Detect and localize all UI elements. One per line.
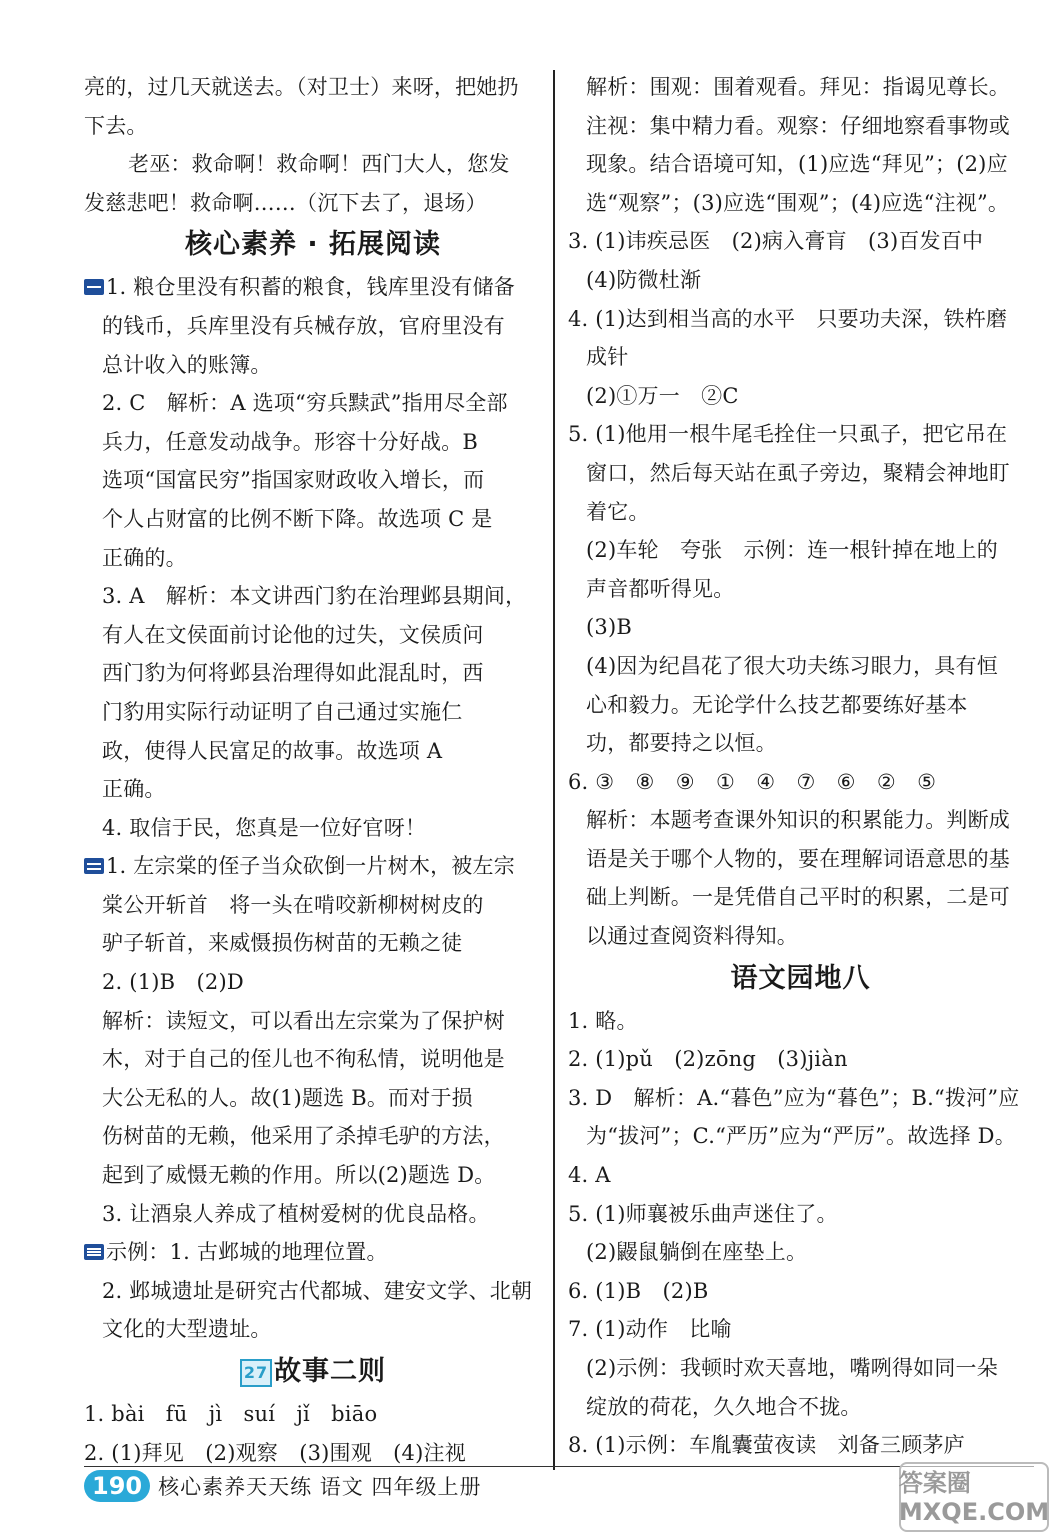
page-footer [84,1468,481,1504]
answer-line: 驴子斩首，来威慑损伤树苗的无赖之徒 [102,931,463,956]
column-divider [553,70,555,1470]
answer-line: 2. C 解析：A 选项“穷兵黩武”指用尽全部 [102,391,508,416]
answer-line: 绽放的荷花，久久地合不拢。 [586,1394,862,1419]
lesson-title: 故事二则 [274,1356,386,1387]
footer-rule [84,1466,1034,1467]
section-one-icon [84,279,104,295]
answer-line: 正确的。 [102,545,187,570]
answer-line: 3. A 解析：本文讲西门豹在治理邺县期间， [102,584,527,609]
answer-line: 大公无私的人。故(1)题选 B。而对于损 [102,1085,473,1110]
text-line: 发慈悲吧！救命啊……（沉下去了，退场） [84,190,487,215]
section-heading: 核心素养 · 拓展阅读 [184,229,442,261]
answer-line: 4. (1)达到相当高的水平 只要功夫深，铁杵磨 [568,306,1008,331]
answer-line: 选“观察”；(3)应选“围观”；(4)应选“注视”。 [586,190,1010,215]
answer-line: 木，对于自己的侄儿也不徇私情，说明他是 [102,1047,505,1072]
answer-line: 伤树苗的无赖，他采用了杀掉毛驴的方法， [102,1124,505,1149]
answer-line: 的钱币，兵库里没有兵械存放，官府里没有 [102,313,505,338]
answer-line: 2. (1)拜见 (2)观察 (3)围观 (4)注视 [84,1440,466,1465]
answer-line: 着它。 [586,499,650,524]
answer-line: 政，使得人民富足的故事。故选项 A [102,738,443,763]
answer-line: 6. (1)B (2)B [568,1278,709,1303]
lesson-heading [84,1349,542,1395]
answer-line: 功，都要持之以恒。 [586,731,777,756]
answer-line [84,268,542,307]
page-number: 190 [84,1470,150,1502]
text-line: 下去。 [84,113,148,138]
answer-line: 3. 让酒泉人养成了植树爱树的优良品格。 [102,1201,490,1226]
answer-line: 语是关于哪个人物的，要在理解词语意思的基 [586,846,1010,871]
answer-line: 文化的大型遗址。 [102,1317,272,1342]
answer-line: (2)车轮 夸张 示例：连一根针掉在地上的 [586,538,998,563]
answer-line: 8. (1)示例：车胤囊萤夜读 刘备三顾茅庐 [568,1433,965,1458]
section-heading: 语文园地八 [730,962,871,994]
text-line: 老巫：救命啊！救命啊！西门大人，您发 [128,152,510,177]
answer-line: 西门豹为何将邺县治理得如此混乱时，西 [102,661,484,686]
answer-line: 4. A [568,1163,611,1188]
answer-line: 个人占财富的比例不断下降。故选项 C 是 [102,506,493,531]
answer-line: 有人在文侯面前讨论他的过失，文侯质问 [102,622,484,647]
answer-line: 5. (1)他用一根牛尾毛拴住一只虱子，把它吊在 [568,422,1008,447]
answer-line: 兵力，任意发动战争。形容十分好战。B [102,429,479,454]
answer-line: 门豹用实际行动证明了自己通过实施仁 [102,699,463,724]
lesson-number-badge: 27 [240,1359,272,1387]
answer-line [84,1233,542,1272]
left-column [84,68,542,1472]
site-watermark: 答案圈 MXQE.COM [899,1462,1049,1532]
answer-line: 为“拔河”；C.“严历”应为“严厉”。故选择 D。 [586,1124,1016,1149]
answer-line: 3. D 解析：A.“暮色”应为“暮色”；B.“拨河”应 [568,1085,1020,1110]
answer-text: 1. 粮仓里没有积蓄的粮食，钱库里没有储备 [106,275,515,300]
answer-line: (4)防微杜渐 [586,267,702,292]
answer-line: 解析：本题考查课外知识的积累能力。判断成 [586,808,1010,833]
answer-line [84,847,542,886]
section-two-icon [84,858,104,874]
text-line: 亮的，过几天就送去。（对卫士）来呀，把她扔 [84,75,519,99]
answer-line: 棠公开斩首 将一头在啃咬新柳树树皮的 [102,892,484,917]
answer-line: 以通过查阅资料得知。 [586,924,798,949]
answer-line: 3. (1)讳疾忌医 (2)病入膏肓 (3)百发百中 [568,229,984,254]
section-three-icon [84,1244,104,1260]
answer-line: 总计收入的账簿。 [102,352,272,377]
book-title: 核心素养天天练 语文 四年级上册 [158,1475,482,1499]
answer-line: 解析：读短文，可以看出左宗棠为了保护树 [102,1008,505,1033]
answer-line: 成针 [586,345,629,370]
answer-line: (2)①万一 ②C [586,383,739,408]
answer-line: 础上判断。一是凭借自己平时的积累，二是可 [586,885,1010,910]
answer-line: 现象。结合语境可知，(1)应选“拜见”；(2)应 [586,152,1008,177]
answer-line: 6. ③ ⑧ ⑨ ① ④ ⑦ ⑥ ② ⑤ [568,769,937,794]
answer-line: 5. (1)师襄被乐曲声迷住了。 [568,1201,838,1226]
answer-line: 声音都听得见。 [586,576,735,601]
answer-line: 解析：围观：围着观看。拜见：指谒见尊长。 [586,75,1010,99]
answer-line: 起到了威慑无赖的作用。所以(2)题选 D。 [102,1163,496,1188]
answer-line: 4. 取信于民，您真是一位好官呀！ [102,815,427,840]
answer-text: 1. 左宗棠的侄子当众砍倒一片树木，被左宗 [106,854,515,879]
answer-line: 2. (1)pǔ (2)zōng (3)jiàn [568,1047,848,1072]
answer-line: 7. (1)动作 比喻 [568,1317,732,1342]
answer-line: 2. (1)B (2)D [102,970,244,995]
answer-line: 1. bài fū jì suí jǐ biāo [84,1402,378,1426]
answer-line: (3)B [586,615,632,640]
answer-line: 心和毅力。无论学什么技艺都要练好基本 [586,692,968,717]
answer-line: 正确。 [102,777,166,802]
answer-line: 选项“国富民穷”指国家财政收入增长，而 [102,468,485,493]
answer-line: (2)鼹鼠躺倒在座垫上。 [586,1240,808,1265]
answer-line: 注视：集中精力看。观察：仔细地察看事物或 [586,113,1010,138]
answer-line: 1. 略。 [568,1008,638,1033]
answer-line: (4)因为纪昌花了很大功夫练习眼力，具有恒 [586,653,998,678]
answer-text: 示例：1. 古邺城的地理位置。 [106,1240,388,1265]
answer-line: 窗口，然后每天站在虱子旁边，聚精会神地盯 [586,460,1010,485]
answer-line: (2)示例：我顿时欢天喜地，嘴咧得如同一朵 [586,1356,998,1380]
answer-line: 2. 邺城遗址是研究古代都城、建安文学、北朝 [102,1278,533,1303]
right-column [568,68,1033,1465]
